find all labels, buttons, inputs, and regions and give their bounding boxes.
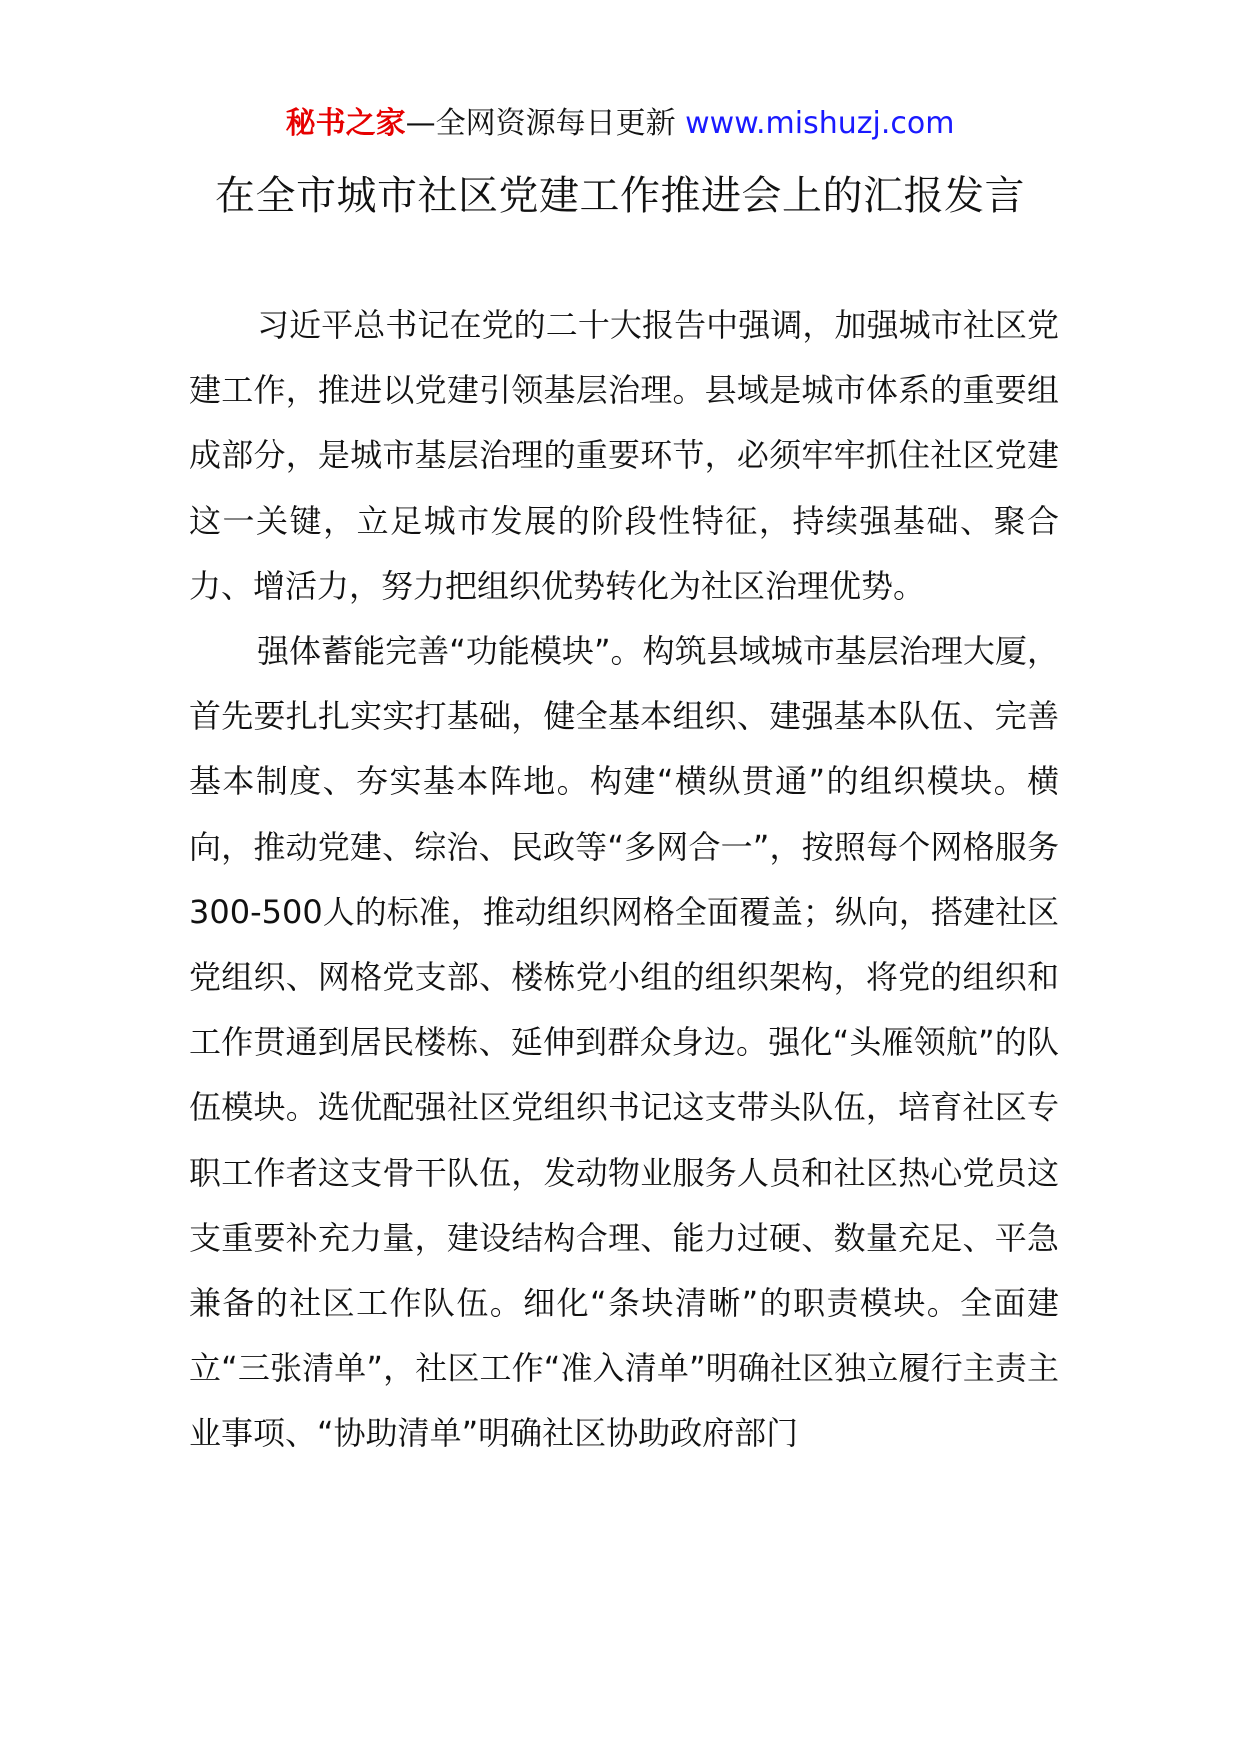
- paragraph-intro: 习近平总书记在党的二十大报告中强调，加强城市社区党建工作，推进以党建引领基层治理。县域是城市体系的重要组成部分，是城市基层治理的重要环节，必须牢牢抓住社区党建这一关键，立足城市发展的阶段性特征，持续强基础、聚合力、增活力，努力把组织优势转化为社区治理优势。: [189, 306, 1059, 605]
- brand-name: 秘书之家: [285, 106, 406, 141]
- site-tagline: —全网资源每日更新: [405, 106, 676, 141]
- site-header: [0, 104, 1240, 144]
- document-title: 在全市城市社区党建工作推进会上的汇报发言: [215, 173, 1025, 219]
- document-body: [189, 293, 1059, 1467]
- site-url-link[interactable]: www.mishuzj.com: [685, 106, 955, 141]
- paragraph-functional-modules: 强体蓄能完善“功能模块”。构筑县域城市基层治理大厦，首先要扎扎实实打基础，健全基本组织、建强基本队伍、完善基本制度、夯实基本阵地。构建“横纵贯通”的组织模块。横向，推动党建、综治、民政等“多网合一”，按照每个网格服务300-500人的标准，推动组织网格全面覆盖；纵向，搭建社区党组织、网格党支部、楼栋党小组的组织架构，将党的组织和工作贯通到居民楼栋、延伸到群众身边。强化“头雁领航”的队伍模块。选优配强社区党组织书记这支带头队伍，培育社区专职工作者这支骨干队伍，发动物业服务人员和社区热心党员这支重要补充力量，建设结构合理、能力过硬、数量充足、平急兼备的社区工作队伍。细化“条块清晰”的职责模块。全面建立“三张清单”，社区工作“准入清单”明确社区独立履行主责主业事项、“协助清单”明确社区协助政府部门: [189, 632, 1059, 1453]
